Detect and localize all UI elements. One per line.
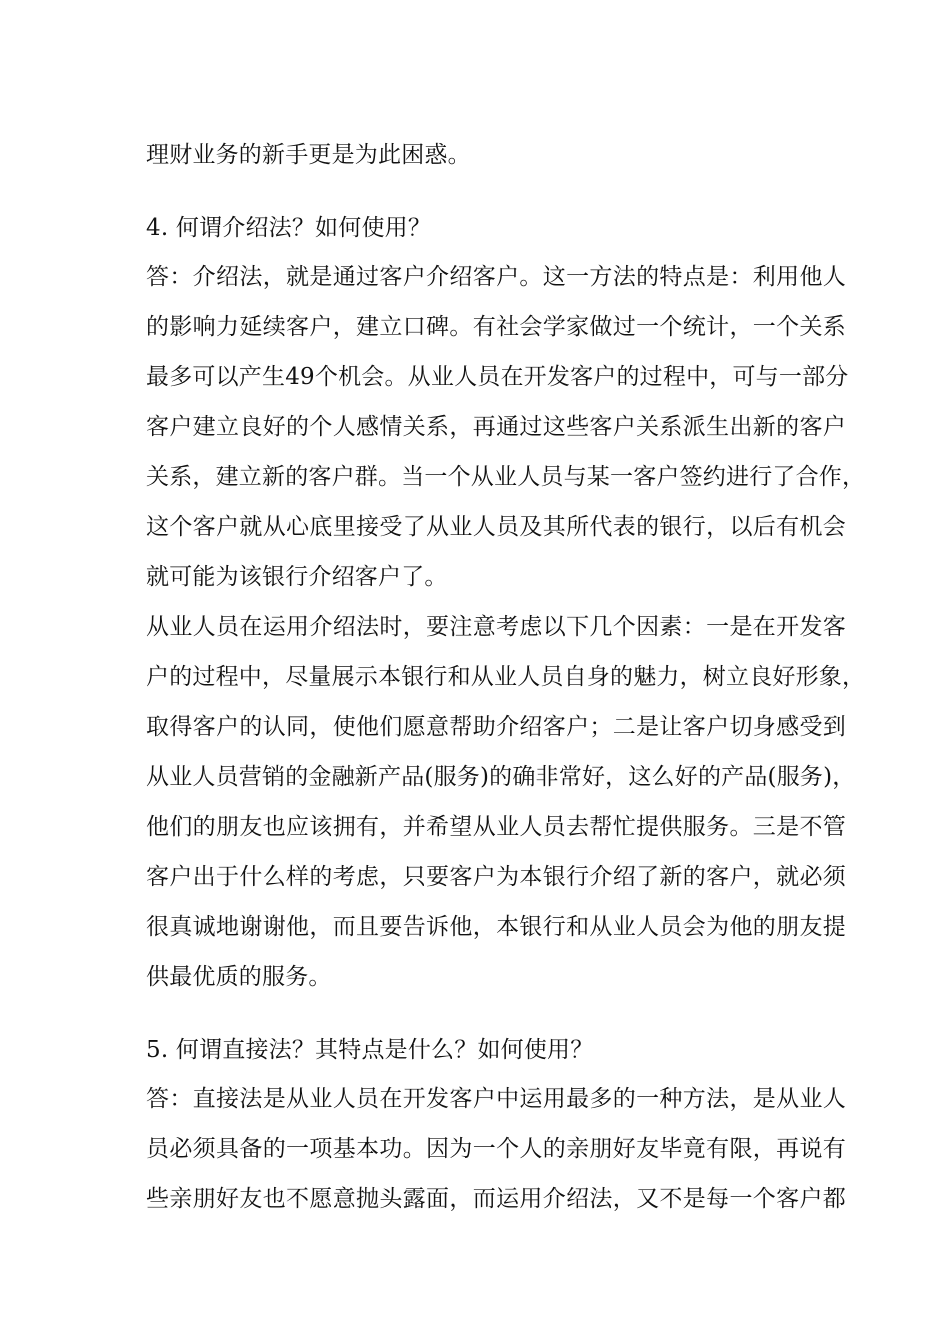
text-line: 答：直接法是从业人员在开发客户中运用最多的一种方法，是从业人 [146, 1086, 846, 1112]
text-line: 答：介绍法，就是通过客户介绍客户。这一方法的特点是：利用他人 [146, 264, 846, 290]
text-line: 些亲朋好友也不愿意抛头露面，而运用介绍法，又不是每一个客户都 [146, 1186, 846, 1212]
text-line: 员必须具备的一项基本功。因为一个人的亲朋好友毕竟有限，再说有 [146, 1136, 846, 1162]
text-line: 这个客户就从心底里接受了从业人员及其所代表的银行，以后有机会 [146, 514, 846, 540]
text-line: 最多可以产生49个机会。从业人员在开发客户的过程中，可与一部分 [146, 364, 849, 390]
text-line: 户的过程中，尽量展示本银行和从业人员自身的魅力，树立良好形象， [146, 664, 866, 690]
text-line: 就可能为该银行介绍客户了。 [146, 564, 448, 590]
text-line: 从业人员在运用介绍法时，要注意考虑以下几个因素：一是在开发客 [146, 614, 846, 640]
text-line: 从业人员营销的金融新产品(服务)的确非常好，这么好的产品(服务)， [146, 764, 856, 790]
text-line: 供最优质的服务。 [146, 964, 332, 990]
text-line: 他们的朋友也应该拥有，并希望从业人员去帮忙提供服务。三是不管 [146, 814, 846, 840]
text-line: 客户建立良好的个人感情关系，再通过这些客户关系派生出新的客户 [146, 414, 846, 440]
question-4-heading: 4. 何谓介绍法？如何使用？ [146, 215, 432, 241]
text-line: 的影响力延续客户，建立口碑。有社会学家做过一个统计，一个关系 [146, 314, 846, 340]
question-5-heading: 5. 何谓直接法？其特点是什么？如何使用？ [146, 1037, 594, 1063]
text-line: 很真诚地谢谢他，而且要告诉他，本银行和从业人员会为他的朋友提 [146, 914, 846, 940]
text-line: 取得客户的认同，使他们愿意帮助介绍客户；二是让客户切身感受到 [146, 714, 846, 740]
text-line: 关系，建立新的客户群。当一个从业人员与某一客户签约进行了合作， [146, 464, 866, 490]
text-line: 理财业务的新手更是为此困惑。 [146, 142, 471, 168]
text-line: 客户出于什么样的考虑，只要客户为本银行介绍了新的客户，就必须 [146, 864, 846, 890]
